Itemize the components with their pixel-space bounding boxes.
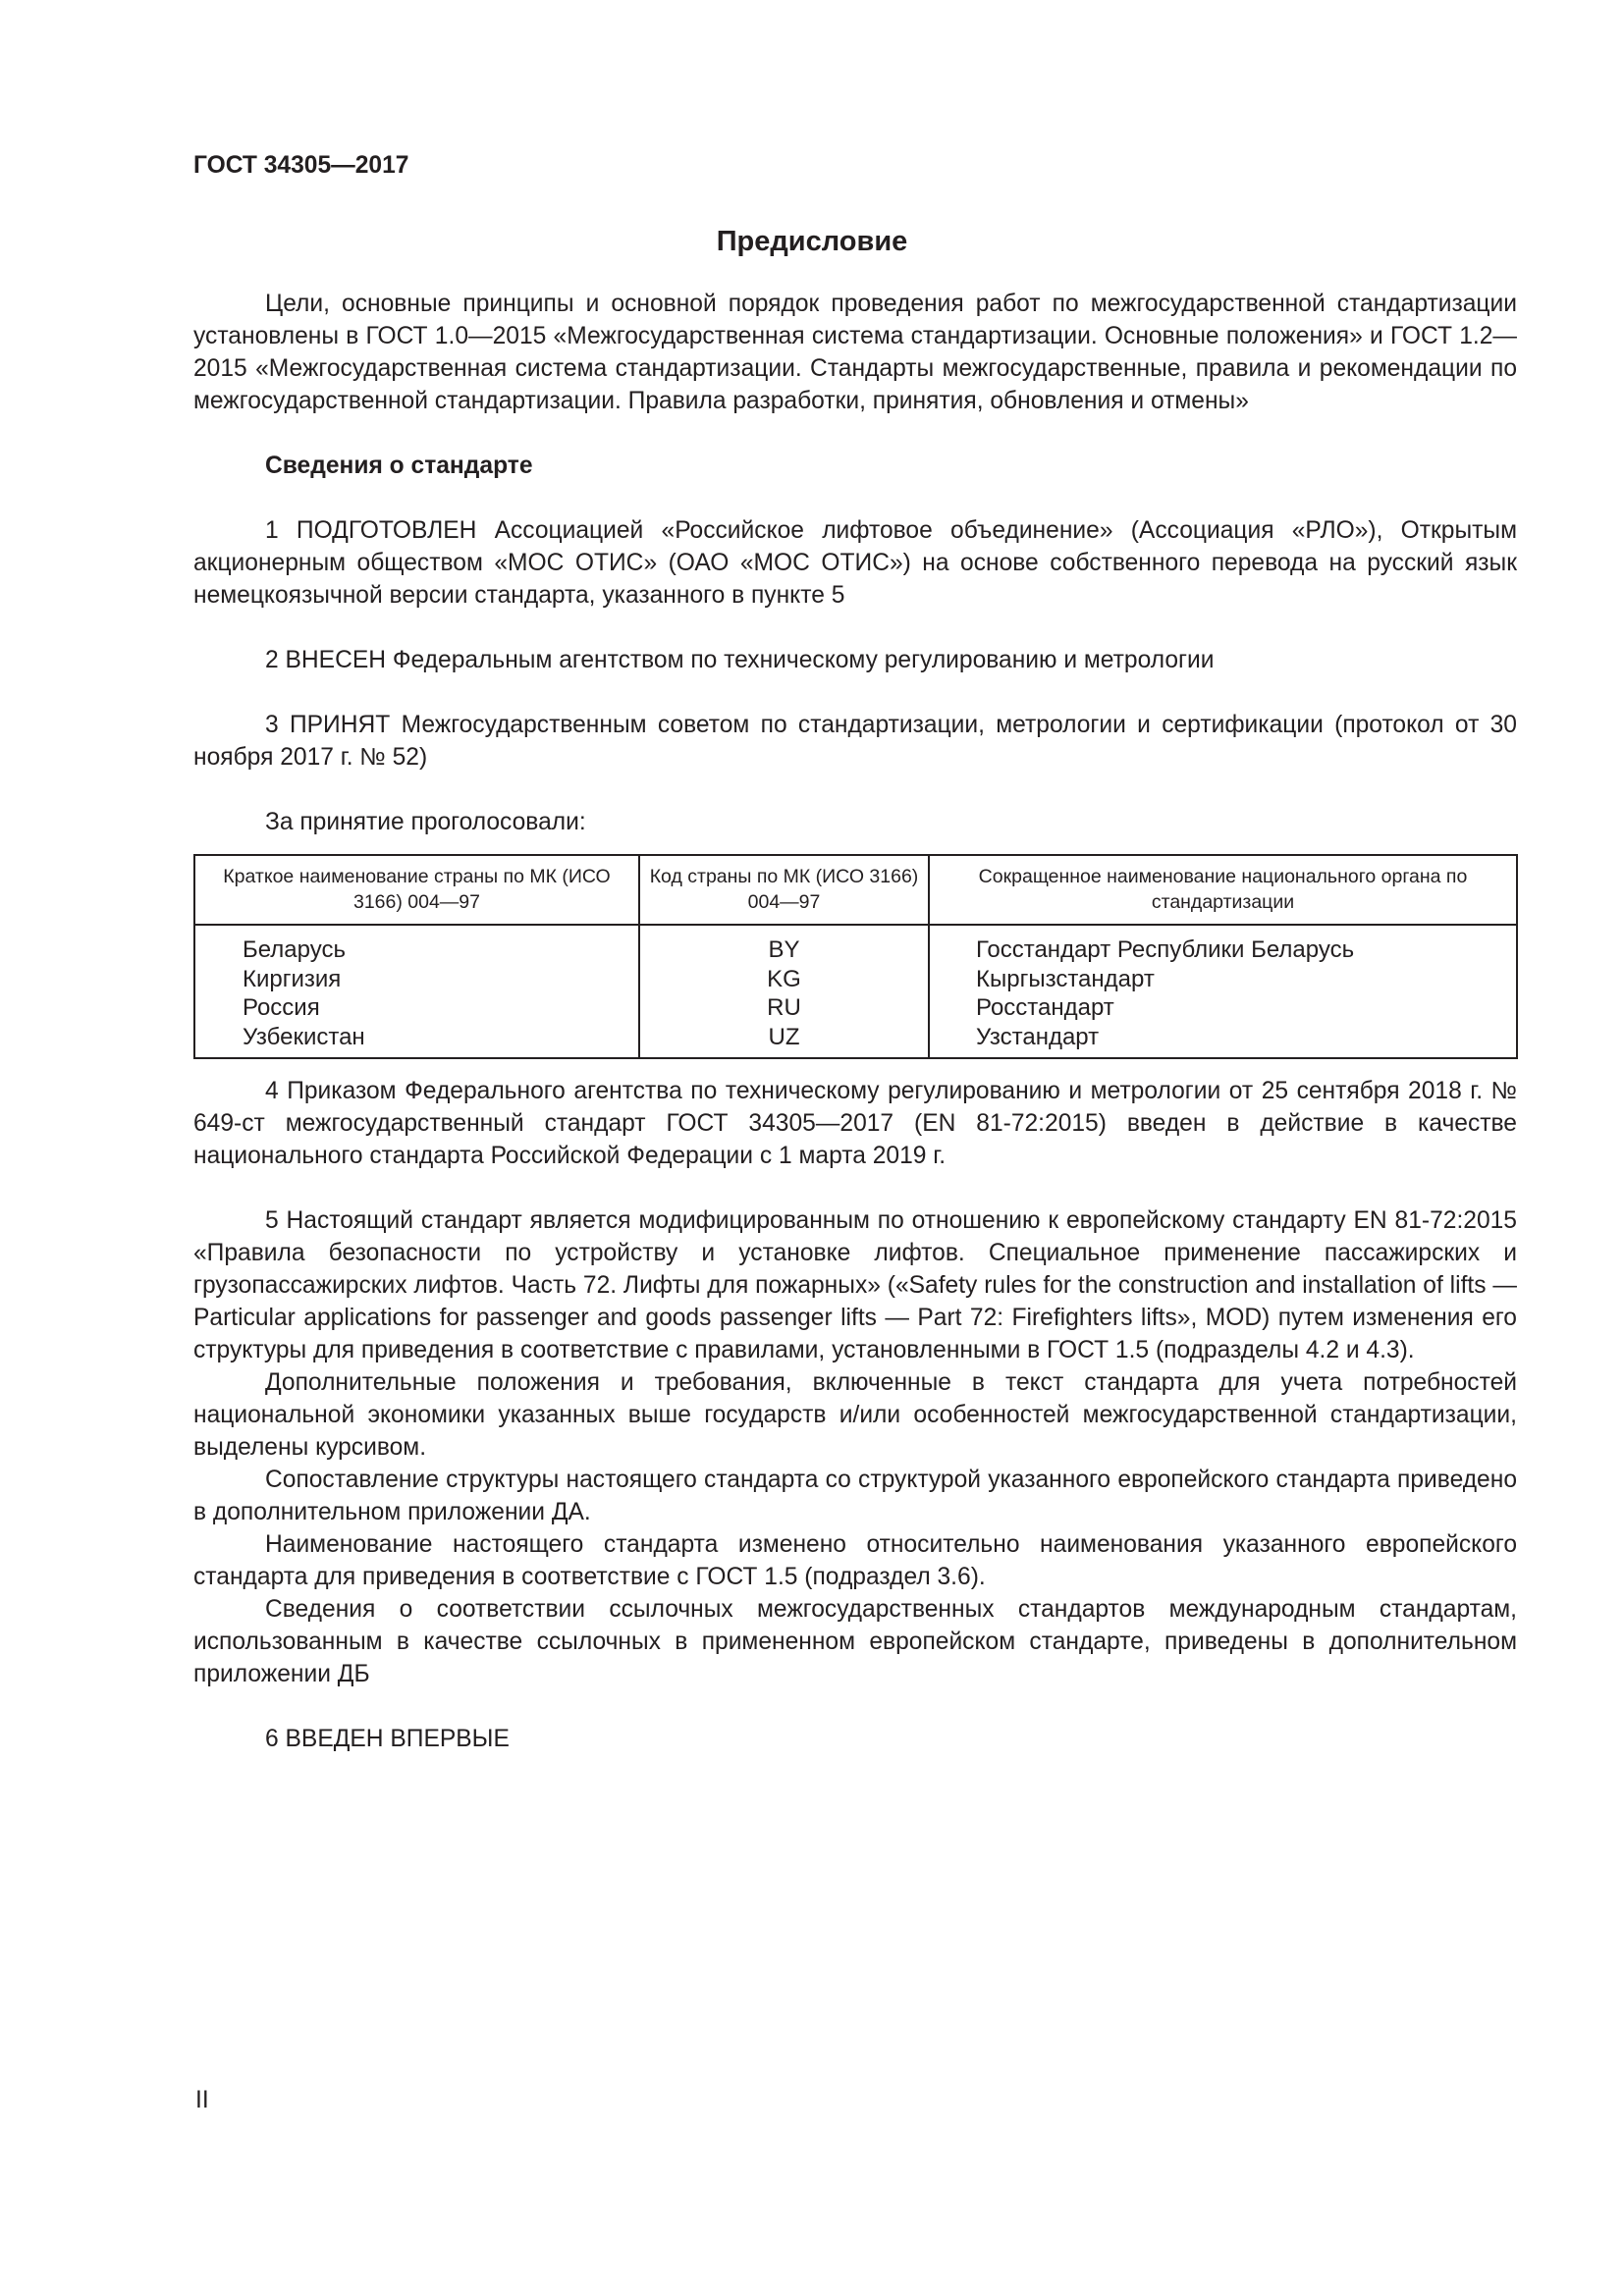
- cell-code: RU: [639, 993, 929, 1023]
- table-header-row: [194, 855, 1517, 925]
- page-number: II: [195, 2087, 209, 2113]
- item-1-paragraph: 1 ПОДГОТОВЛЕН Ассоциацией «Российское лифтовое объединение» (Ассоциация «РЛО»), Открытым акционерным обществом «МОС ОТИС» (ОАО «МОС ОТИС») на основе собственного перевода на русский язык немецкоязычной версии стандарта, указанного в пункте 5: [193, 517, 1517, 609]
- item-3-paragraph: 3 ПРИНЯТ Межгосударственным советом по стандартизации, метрологии и сертификации (протокол от 30 ноября 2017 г. № 52): [193, 712, 1517, 771]
- voted-label: За принятие проголосовали:: [265, 809, 586, 835]
- cell-country: Киргизия: [194, 965, 639, 994]
- cell-country: Узбекистан: [194, 1023, 639, 1059]
- cell-code: KG: [639, 965, 929, 994]
- cell-country: Беларусь: [194, 925, 639, 965]
- table-row: [194, 965, 1517, 994]
- cell-body: Кыргызстандарт: [929, 965, 1517, 994]
- item-5-additional-provisions: Дополнительные положения и требования, включенные в текст стандарта для учета потребностей национальной экономики указанных выше государств и/или особенностей межгосударственной стандартизации, выделены курсивом.: [193, 1369, 1517, 1461]
- countries-table: [193, 854, 1518, 1059]
- item-6-paragraph: 6 ВВЕДЕН ВПЕРВЫЕ: [265, 1726, 510, 1752]
- section-heading: Сведения о стандарте: [265, 453, 533, 479]
- cell-body: Росстандарт: [929, 993, 1517, 1023]
- cell-body: Узстандарт: [929, 1023, 1517, 1059]
- table-row: [194, 1023, 1517, 1059]
- cell-country: Россия: [194, 993, 639, 1023]
- item-5-title-change: Наименование настоящего стандарта изменено относительно наименования указанного европейского стандарта для приведения в соответствие с ГОСТ 1.5 (подраздел 3.6).: [193, 1531, 1517, 1590]
- main-content: [193, 288, 1517, 1755]
- table-row: [194, 993, 1517, 1023]
- cell-code: BY: [639, 925, 929, 965]
- table-header-country: Краткое наименование страны по МК (ИСО 3166) 004—97: [194, 855, 639, 925]
- table-row: [194, 925, 1517, 965]
- item-2-paragraph: 2 ВНЕСЕН Федеральным агентством по техническому регулированию и метрологии: [265, 647, 1215, 673]
- item-5-references: Сведения о соответствии ссылочных межгосударственных стандартов международным стандартам, использованным в качестве ссылочных в примененном европейском стандарте, приведены в дополнительном приложении ДБ: [193, 1596, 1517, 1687]
- table-header-code: Код страны по МК (ИСО 3166) 004—97: [639, 855, 929, 925]
- cell-body: Госстандарт Республики Беларусь: [929, 925, 1517, 965]
- intro-paragraph: Цели, основные принципы и основной порядок проведения работ по межгосударственной стандартизации установлены в ГОСТ 1.0—2015 «Межгосударственная система стандартизации. Основные положения» и ГОСТ 1.2—2015 «Межгосударственная система стандартизации. Стандарты межгосударственные, правила и рекомендации по межгосударственной стандартизации. Правила разработки, принятия, обновления и отмены»: [193, 291, 1517, 414]
- item-5-paragraph: 5 Настоящий стандарт является модифицированным по отношению к европейскому стандарту EN 81-72:2015 «Правила безопасности по устройству и установке лифтов. Специальное применение пассажирских и грузопассажирских лифтов. Часть 72. Лифты для пожарных» («Safety rules for the construction and installation of lifts — Particular applications for passenger and goods passenger lifts — Part 72: Firefighters lifts», MOD) путем изменения его структуры для приведения в соответствие с правилами, установленными в ГОСТ 1.5 (подразделы 4.2 и 4.3).: [193, 1207, 1517, 1363]
- page-title: Предисловие: [716, 226, 908, 257]
- item-4-paragraph: 4 Приказом Федерального агентства по техническому регулированию и метрологии от 25 сентября 2018 г. № 649-ст межгосударственный стандарт ГОСТ 34305—2017 (EN 81-72:2015) введен в действие в качестве национального стандарта Российской Федерации с 1 марта 2019 г.: [193, 1078, 1517, 1169]
- cell-code: UZ: [639, 1023, 929, 1059]
- table-header-body: Сокращенное наименование национального органа по стандартизации: [929, 855, 1517, 925]
- document-code: ГОСТ 34305—2017: [193, 152, 409, 179]
- item-5-structure-comparison: Сопоставление структуры настоящего стандарта со структурой указанного европейского стандарта приведено в дополнительном приложении ДА.: [193, 1467, 1517, 1525]
